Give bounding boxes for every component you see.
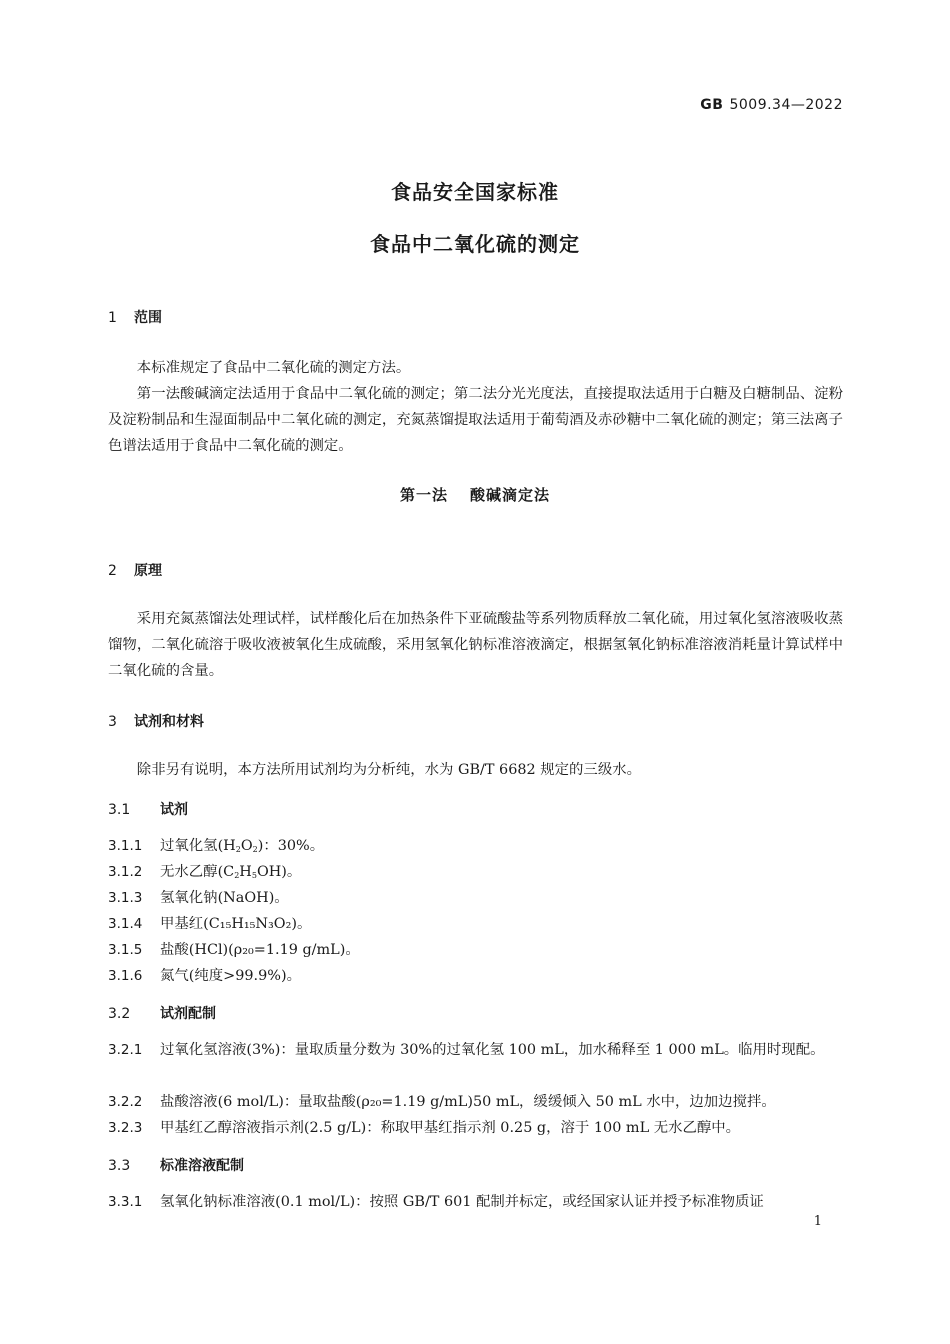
method-label: 第一法 bbox=[399, 486, 448, 504]
subsection-title: 试剂 bbox=[160, 802, 188, 818]
section-title: 范围 bbox=[134, 310, 162, 326]
item-text: 盐酸溶液(6 mol/L)：量取盐酸(ρ₂₀=1.19 g/mL)50 mL，缓缓倾入 50 mL 水中，边加边搅拌。 bbox=[160, 1094, 776, 1110]
subsection-number: 3.2 bbox=[108, 1006, 131, 1022]
subsection-heading-3-2 bbox=[108, 1003, 216, 1023]
subsection-heading-3-3 bbox=[108, 1155, 244, 1175]
section-number: 2 bbox=[108, 563, 117, 579]
method-heading bbox=[0, 484, 950, 505]
reagent-item bbox=[108, 912, 311, 933]
reagent-item bbox=[108, 938, 360, 959]
subsection-number: 3.3 bbox=[108, 1158, 131, 1174]
item-number: 3.1.5 bbox=[108, 942, 143, 958]
item-text: 氮气(纯度>99.9%)。 bbox=[160, 968, 301, 984]
item-text: 甲基红(C₁₅H₁₅N₃O₂)。 bbox=[160, 916, 312, 932]
preparation-item bbox=[108, 1037, 843, 1063]
item-number: 3.2.2 bbox=[108, 1094, 143, 1110]
paragraph: 采用充氮蒸馏法处理试样，试样酸化后在加热条件下亚硫酸盐等系列物质释放二氧化硫，用过氧化氢溶液吸收蒸馏物，二氧化硫溶于吸收液被氧化生成硫酸，采用氢氧化钠标准溶液滴定，根据氢氧化钠标准溶液消耗量计算试样中二氧化硫的含量。 bbox=[108, 611, 843, 679]
paragraph: 除非另有说明，本方法所用试剂均为分析纯，水为 GB/T 6682 规定的三级水。 bbox=[136, 762, 641, 778]
item-text: 氢氧化钠标准溶液(0.1 mol/L)：按照 GB/T 601 配制并标定，或经国家认证并授予标准物质证 bbox=[160, 1194, 764, 1210]
standard-code: 5009.34—2022 bbox=[729, 97, 843, 113]
reagent-item bbox=[108, 964, 301, 985]
item-text: 甲基红乙醇溶液指示剂(2.5 g/L)：称取甲基红指示剂 0.25 g，溶于 100 mL 无水乙醇中。 bbox=[160, 1120, 741, 1136]
item-number: 3.1.3 bbox=[108, 890, 143, 906]
subsection-number: 3.1 bbox=[108, 802, 131, 818]
subsection-heading-3-1 bbox=[108, 799, 188, 819]
method-name: 酸碱滴定法 bbox=[470, 486, 551, 504]
section-heading-2 bbox=[108, 560, 162, 580]
subsection-title: 试剂配制 bbox=[160, 1006, 216, 1022]
reagent-item bbox=[108, 860, 301, 881]
paragraph: 第一法酸碱滴定法适用于食品中二氧化硫的测定；第二法分光光度法，直接提取法适用于白糖及白糖制品、淀粉及淀粉制品和生湿面制品中二氧化硫的测定，充氮蒸馏提取法适用于葡萄酒及赤砂糖中二氧化硫的测定；第三法离子色谱法适用于食品中二氧化硫的测定。 bbox=[108, 386, 843, 454]
item-text: 过氧化氢溶液(3%)：量取质量分数为 30%的过氧化氢 100 mL，加水稀释至 1 000 mL。临用时现配。 bbox=[160, 1042, 825, 1058]
item-number: 3.1.1 bbox=[108, 838, 143, 854]
document-subtitle: 食品中二氧化硫的测定 bbox=[370, 232, 580, 256]
document-title: 食品安全国家标准 bbox=[391, 180, 559, 204]
section-heading-1 bbox=[108, 307, 162, 327]
preparation-item bbox=[108, 1115, 843, 1141]
paragraph: 本标准规定了食品中二氧化硫的测定方法。 bbox=[136, 360, 411, 376]
preparation-item bbox=[108, 1089, 843, 1115]
standard-prefix: GB bbox=[700, 97, 724, 113]
item-number: 3.1.6 bbox=[108, 968, 143, 984]
standard-solution-item bbox=[108, 1190, 764, 1211]
section-number: 3 bbox=[108, 714, 117, 730]
item-number: 3.1.2 bbox=[108, 864, 143, 880]
item-text: 盐酸(HCl)(ρ₂₀=1.19 g/mL)。 bbox=[160, 942, 360, 958]
item-text: 氢氧化钠(NaOH)。 bbox=[160, 890, 289, 906]
item-number: 3.1.4 bbox=[108, 916, 143, 932]
item-text: 过氧化氢$(H_2O_2)$：30%。 bbox=[160, 838, 325, 854]
page-number: 1 bbox=[813, 1214, 822, 1229]
reagent-item bbox=[108, 886, 289, 907]
standard-number bbox=[700, 97, 843, 113]
section-title: 原理 bbox=[134, 563, 162, 579]
reagent-item bbox=[108, 834, 324, 855]
section-heading-3 bbox=[108, 711, 204, 731]
item-number: 3.2.3 bbox=[108, 1120, 143, 1136]
item-number: 3.2.1 bbox=[108, 1042, 143, 1058]
subsection-title: 标准溶液配制 bbox=[160, 1158, 244, 1174]
item-number: 3.3.1 bbox=[108, 1194, 143, 1210]
section-number: 1 bbox=[108, 310, 117, 326]
item-text: 无水乙醇$(C_2H_5OH)$。 bbox=[160, 864, 302, 880]
section-title: 试剂和材料 bbox=[134, 714, 204, 730]
